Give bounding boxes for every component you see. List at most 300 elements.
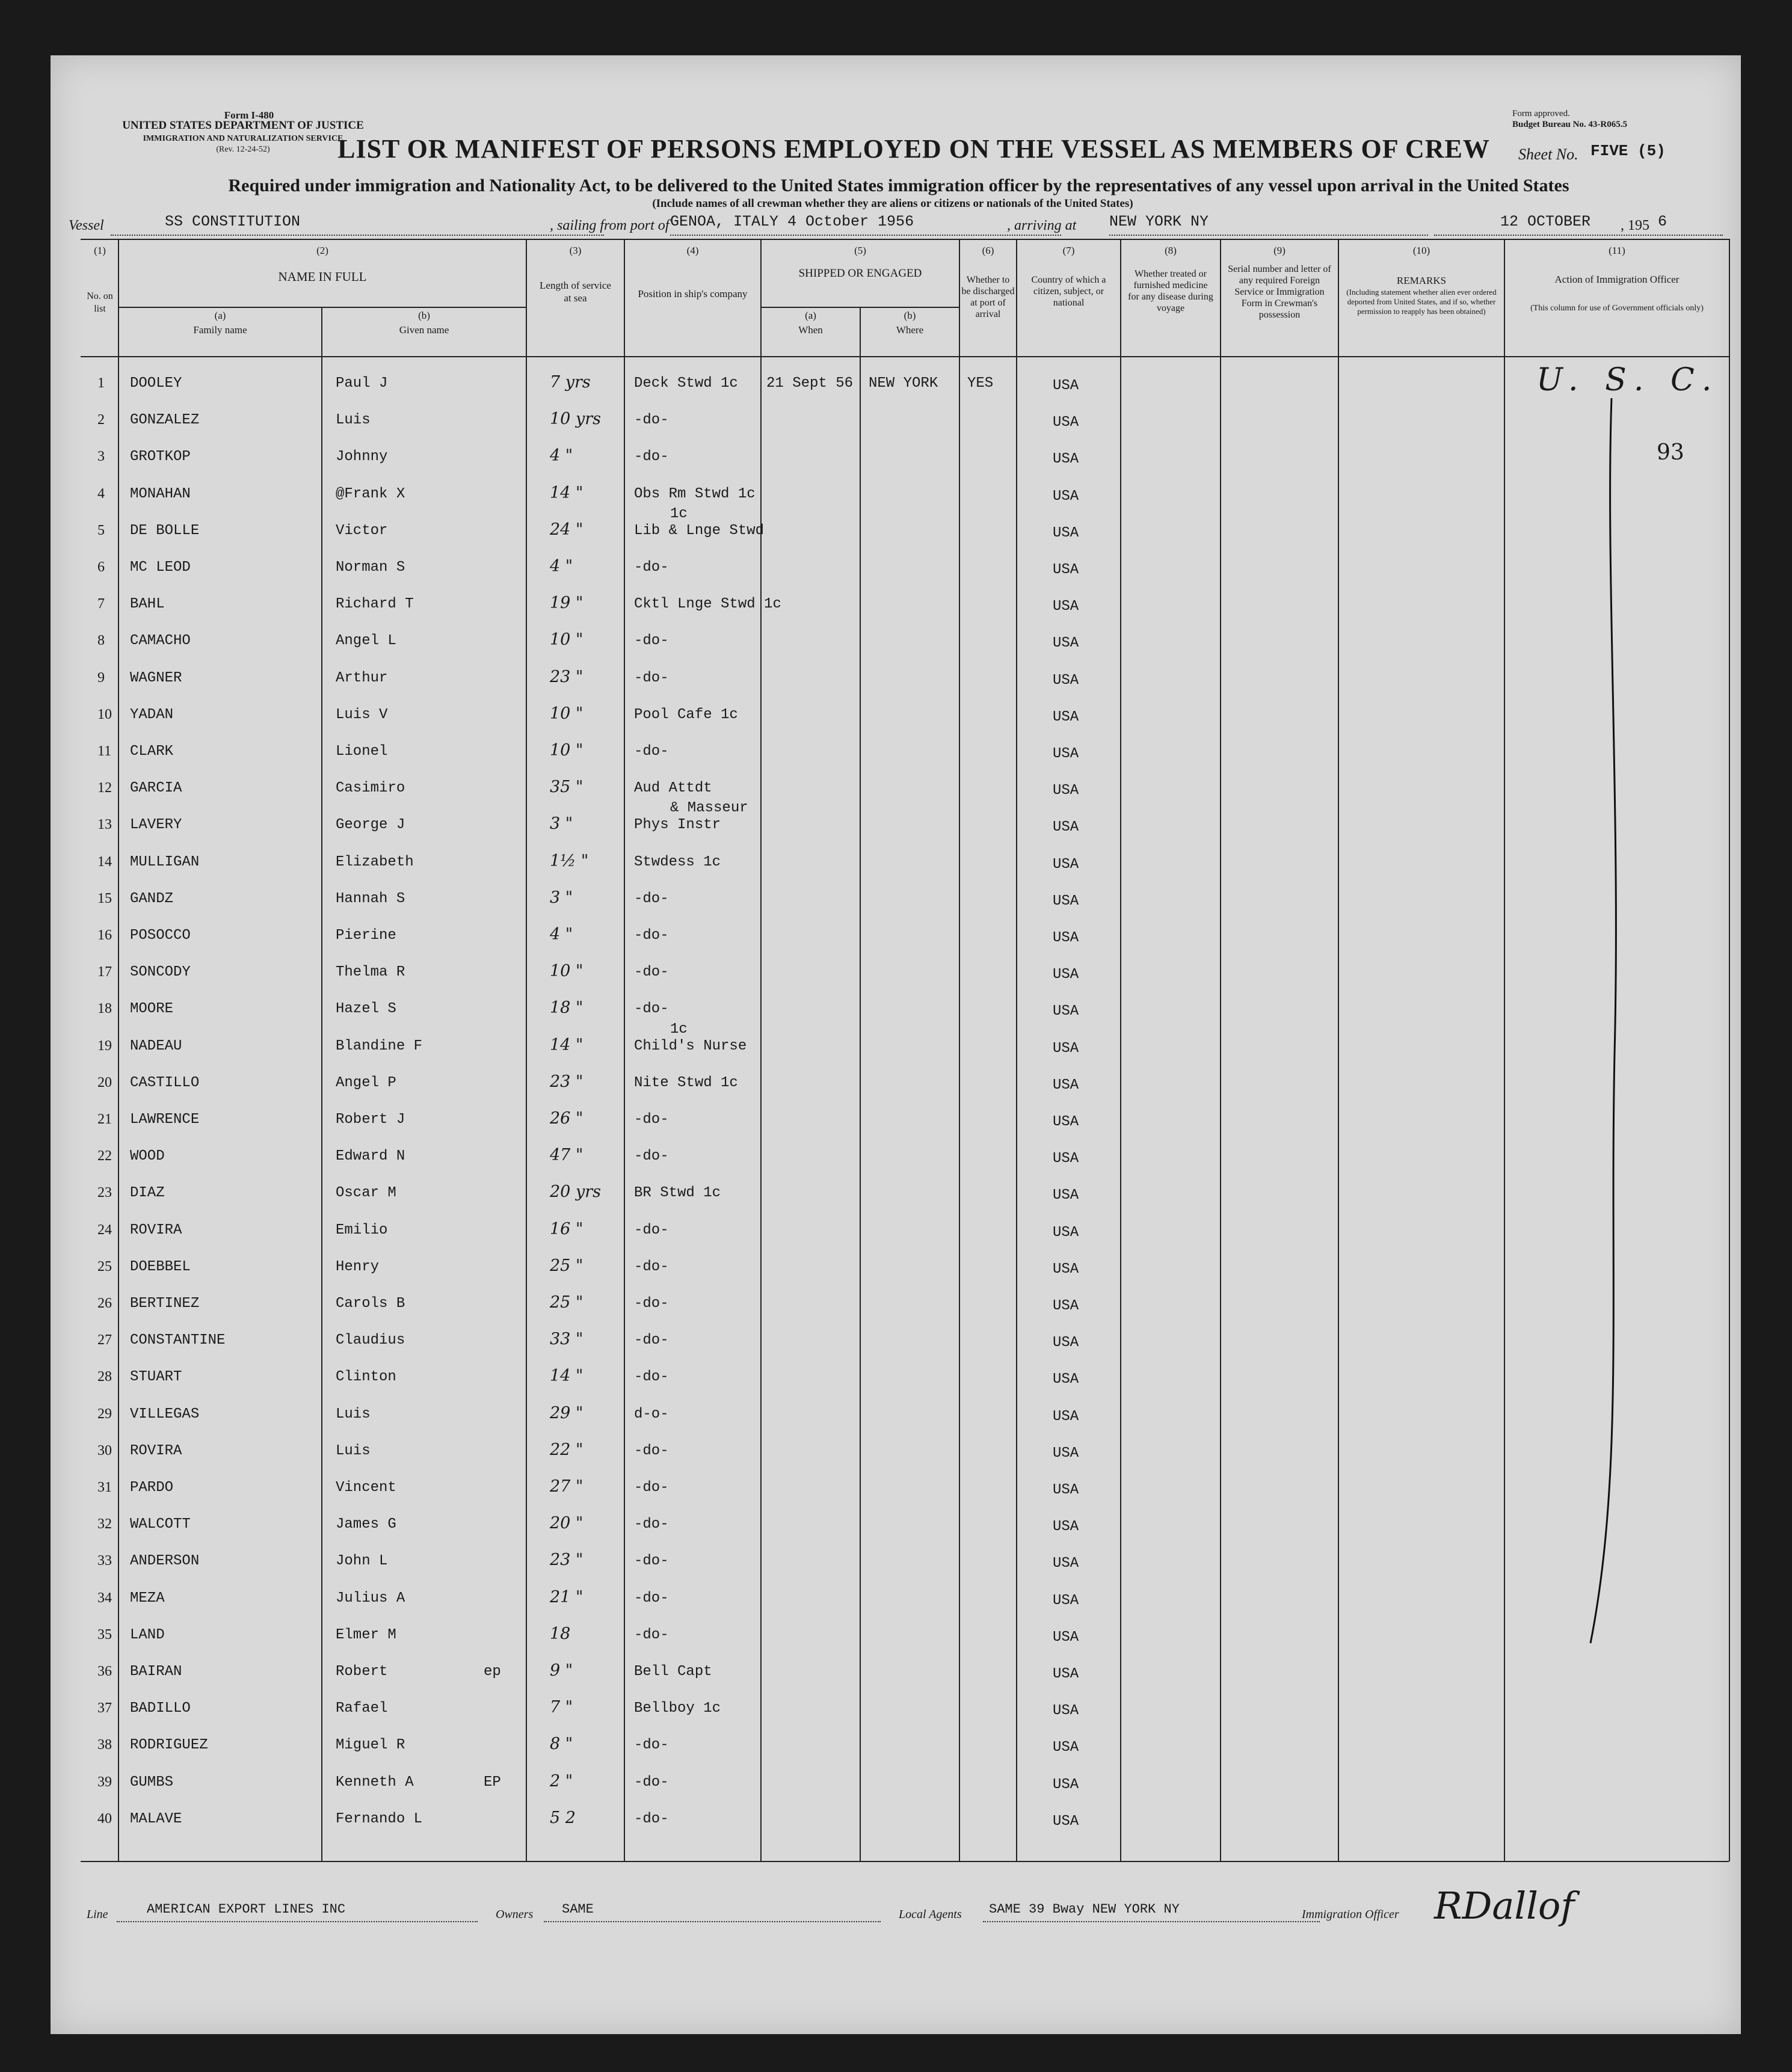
family-name: DOOLEY <box>130 375 182 392</box>
list-number: 35 <box>97 1626 112 1643</box>
arriving-dotline <box>1109 235 1428 236</box>
col2a-label: Family name <box>193 324 247 336</box>
service-length: 19 " <box>550 594 583 613</box>
year-suffix: 6 <box>1658 213 1667 230</box>
position: -do- <box>634 1296 669 1312</box>
col5-label: SHIPPED OR ENGAGED <box>798 267 922 280</box>
handwritten-entry-number: 320 <box>7 885 43 908</box>
handwritten-entry-number: 345 <box>7 1769 43 1791</box>
col2b-number: (b) <box>418 310 430 321</box>
list-number: 21 <box>97 1111 112 1127</box>
col5-number: (5) <box>854 245 866 256</box>
family-name: RODRIGUEZ <box>130 1737 208 1754</box>
family-name: ANDERSON <box>130 1553 200 1570</box>
col-rule <box>118 239 119 1861</box>
service-length: 18 <box>550 1624 571 1643</box>
position: -do- <box>634 449 669 466</box>
col11-label: Action of Immigration Officer <box>1554 274 1680 285</box>
handwritten-entry-number: 319 <box>7 849 43 871</box>
position: -do- <box>634 1516 669 1533</box>
country: USA <box>1053 1077 1079 1093</box>
col-rule <box>1338 239 1339 1861</box>
family-name: CAMACHO <box>130 633 191 650</box>
col10-sublabel: (Including statement whether alien ever ordered deported from United States, and if so, whether permission to reapply has been obtained) <box>1346 287 1497 316</box>
officer-label: Immigration Officer <box>1302 1908 1399 1921</box>
handwritten-entry-number: 323 <box>7 996 43 1018</box>
position: -do- <box>634 669 669 686</box>
list-number: 28 <box>97 1369 112 1385</box>
family-name: BADILLO <box>130 1700 191 1717</box>
country: USA <box>1053 1298 1079 1314</box>
revision-date: (Rev. 12-24-52) <box>216 145 270 154</box>
family-name: YADAN <box>130 706 174 723</box>
list-number: 27 <box>97 1332 112 1348</box>
col2a-number: (a) <box>214 310 226 321</box>
family-name: MEZA <box>130 1590 165 1606</box>
country: USA <box>1053 1703 1079 1720</box>
service-length: 29 " <box>550 1403 583 1422</box>
country: USA <box>1053 746 1079 762</box>
col7-number: (7) <box>1062 245 1075 256</box>
position-note: 1c <box>670 1021 688 1038</box>
col-rule <box>1504 239 1505 1861</box>
list-number: 33 <box>97 1553 112 1569</box>
country: USA <box>1053 1114 1079 1130</box>
col-rule <box>321 307 322 1861</box>
family-name: WOOD <box>130 1148 165 1165</box>
family-name: ROVIRA <box>130 1222 182 1238</box>
vessel-label: Vessel <box>69 218 104 233</box>
list-number: 37 <box>97 1700 112 1717</box>
country: USA <box>1053 1224 1079 1241</box>
family-name: BAHL <box>130 596 165 613</box>
list-number: 38 <box>97 1737 112 1753</box>
handwritten-entry-number: 346 <box>7 1806 43 1828</box>
given-name: Julius A <box>336 1590 405 1606</box>
given-name-note: ep <box>484 1664 501 1680</box>
country: USA <box>1053 1445 1079 1462</box>
col10-label: REMARKS <box>1396 275 1447 286</box>
given-name: Elizabeth <box>336 853 414 870</box>
handwritten-entry-number: 329 <box>7 1217 43 1239</box>
col8-number: (8) <box>1165 245 1177 256</box>
sheet-label: Sheet No. <box>1518 146 1578 163</box>
handwritten-entry-number: 325 <box>7 1069 43 1092</box>
given-name: @Frank X <box>336 485 405 502</box>
name-subrule <box>118 307 526 308</box>
col-rule <box>624 239 625 1861</box>
country: USA <box>1053 1555 1079 1572</box>
col9-number: (9) <box>1273 245 1285 256</box>
family-name: LAVERY <box>130 817 182 834</box>
handwritten-entry-number: 337 <box>7 1511 43 1534</box>
handwritten-entry-number: 341 <box>7 1659 43 1680</box>
col-rule <box>760 239 762 1861</box>
service-length: 23 " <box>550 1072 583 1091</box>
col-rule <box>1120 239 1121 1861</box>
service-length: 7 yrs <box>550 373 591 392</box>
list-number: 36 <box>97 1664 112 1679</box>
handwritten-entry-number: 312 <box>7 591 43 613</box>
position: -do- <box>634 890 669 907</box>
family-name: GUMBS <box>130 1774 174 1791</box>
col2-label: NAME IN FULL <box>278 269 367 284</box>
position: Stwdess 1c <box>634 853 721 870</box>
position: -do- <box>634 1626 669 1643</box>
owners-label: Owners <box>496 1908 534 1921</box>
given-name: Miguel R <box>336 1737 405 1754</box>
agency-name: IMMIGRATION AND NATURALIZATION SERVICE <box>143 134 343 143</box>
country: USA <box>1053 1813 1079 1830</box>
col4-label: Position in ship's company <box>638 288 748 300</box>
col5a-label: When <box>798 324 823 336</box>
handwritten-entry-number: 308 <box>7 444 43 466</box>
arriving-port: NEW YORK NY <box>1109 213 1209 230</box>
given-name: Angel P <box>336 1074 396 1091</box>
family-name: CLARK <box>130 743 174 760</box>
list-number: 4 <box>97 485 105 502</box>
handwritten-entry-number: 339 <box>7 1585 43 1607</box>
family-name: VILLEGAS <box>130 1406 200 1422</box>
service-length: 20 " <box>550 1514 583 1533</box>
country: USA <box>1053 488 1079 505</box>
given-name: Hannah S <box>336 890 405 907</box>
given-name: Henry <box>336 1258 380 1275</box>
col-rule <box>959 239 960 1861</box>
shipped-subrule <box>760 307 959 308</box>
list-number: 8 <box>97 633 105 649</box>
list-number: 25 <box>97 1258 112 1274</box>
sailing-label: , sailing from port of <box>550 218 670 233</box>
line-label: Line <box>87 1908 108 1921</box>
family-name: LAND <box>130 1626 165 1643</box>
col5a-number: (a) <box>805 310 816 321</box>
list-number: 13 <box>97 817 112 833</box>
service-length: 10 " <box>550 704 583 723</box>
given-name: Clinton <box>336 1369 396 1386</box>
family-name: MONAHAN <box>130 485 191 502</box>
given-name: Robert J <box>336 1111 405 1128</box>
position-note: & Masseur <box>670 800 748 817</box>
country: USA <box>1053 893 1079 909</box>
given-name: Vincent <box>336 1480 396 1496</box>
family-name: MULLIGAN <box>130 853 200 870</box>
country: USA <box>1053 1592 1079 1609</box>
service-length: 10 yrs <box>550 410 601 429</box>
list-number: 20 <box>97 1074 112 1090</box>
position: -do- <box>634 1332 669 1349</box>
family-name: GROTKOP <box>130 449 191 466</box>
table-top-rule <box>81 239 1729 240</box>
country: USA <box>1053 930 1079 946</box>
col11-number: (11) <box>1609 245 1625 256</box>
handwritten-entry-number: 328 <box>7 1180 43 1202</box>
service-length: 20 yrs <box>550 1182 601 1202</box>
handwritten-entry-number: 344 <box>7 1732 43 1754</box>
handwritten-entry-number: 321 <box>7 923 43 944</box>
country: USA <box>1053 451 1079 468</box>
position: -do- <box>634 1553 669 1570</box>
family-name: BAIRAN <box>130 1664 182 1680</box>
country: USA <box>1053 1151 1079 1167</box>
country: USA <box>1053 1371 1079 1388</box>
country: USA <box>1053 378 1079 394</box>
given-name: Luis V <box>336 706 388 723</box>
position: Deck Stwd 1c <box>634 375 738 392</box>
position: d-o- <box>634 1406 669 1422</box>
family-name: POSOCCO <box>130 927 191 944</box>
list-number: 23 <box>97 1185 112 1201</box>
position: -do- <box>634 1222 669 1238</box>
position: Cktl Lnge Stwd 1c <box>634 596 781 613</box>
given-name: Norman S <box>336 559 405 576</box>
position: Aud Attdt <box>634 780 712 797</box>
position: -do- <box>634 1148 669 1165</box>
country: USA <box>1053 819 1079 836</box>
family-name: DOEBBEL <box>130 1258 191 1275</box>
handwritten-entry-number: 307 <box>7 407 43 429</box>
country: USA <box>1053 1335 1079 1351</box>
list-number: 9 <box>97 669 105 686</box>
col2-number: (2) <box>316 245 328 256</box>
list-number: 39 <box>97 1774 112 1790</box>
position: -do- <box>634 633 669 650</box>
col3-number: (3) <box>569 245 582 256</box>
manifest-page <box>7 55 1741 2034</box>
required-statement: Required under immigration and Nationality Act, to be delivered to the United States immigration officer by the representatives of any vessel upon arrival in the United States <box>228 176 1569 195</box>
given-name: Blandine F <box>336 1038 423 1054</box>
list-number: 29 <box>97 1406 112 1422</box>
list-number: 22 <box>97 1148 112 1164</box>
service-length: 21 " <box>550 1587 583 1606</box>
given-name: Pierine <box>336 927 396 944</box>
handwritten-entry-number: 333 <box>7 1364 43 1386</box>
list-number: 19 <box>97 1038 112 1054</box>
position: Obs Rm Stwd 1c <box>634 485 756 502</box>
country: USA <box>1053 1003 1079 1020</box>
agents-dotline <box>983 1921 1320 1922</box>
service-length: 3 " <box>550 888 573 907</box>
given-name: Elmer M <box>336 1626 396 1643</box>
arrival-date: 12 OCTOBER <box>1500 213 1591 230</box>
list-number: 2 <box>97 412 105 428</box>
list-number: 3 <box>97 449 105 465</box>
country: USA <box>1053 414 1079 431</box>
given-name: Kenneth A <box>336 1774 414 1791</box>
service-length: 4 " <box>550 446 573 466</box>
country: USA <box>1053 709 1079 725</box>
handwritten-entry-number: 331 <box>7 1291 43 1312</box>
arriving-label: , arriving at <box>1007 218 1077 233</box>
owners-value: SAME <box>562 1902 594 1917</box>
handwritten-entry-number: 306 <box>7 370 43 392</box>
col11-sublabel: (This column for use of Government officials only) <box>1530 304 1704 313</box>
country: USA <box>1053 782 1079 799</box>
col-rule <box>1220 239 1221 1861</box>
given-name: Paul J <box>336 375 388 392</box>
page-title: LIST OR MANIFEST OF PERSONS EMPLOYED ON THE VESSEL AS MEMBERS OF CREW <box>337 134 1490 164</box>
handwritten-entry-number: 336 <box>7 1475 43 1496</box>
service-length: 3 " <box>550 814 573 834</box>
list-number: 26 <box>97 1296 112 1311</box>
given-name: George J <box>336 817 405 834</box>
given-name: Luis <box>336 1406 371 1422</box>
country: USA <box>1053 1040 1079 1057</box>
service-length: 4 " <box>550 925 573 944</box>
handwritten-entry-number: 338 <box>7 1548 43 1570</box>
col-rule <box>526 239 527 1861</box>
given-name: Angel L <box>336 633 396 650</box>
col7-label: Country of which a citizen, subject, or national <box>1031 275 1106 308</box>
given-name: Casimiro <box>336 780 405 797</box>
given-name: Hazel S <box>336 1001 396 1018</box>
col8-label: Whether treated or furnished medicine for any disease during voyage <box>1128 269 1213 313</box>
agents-value: SAME 39 Bway NEW YORK NY <box>989 1902 1180 1917</box>
position: -do- <box>634 1810 669 1827</box>
date-dotline <box>1434 235 1723 236</box>
sailing-port: GENOA, ITALY 4 October 1956 <box>670 213 914 230</box>
list-number: 7 <box>97 596 105 612</box>
handwritten-entry-number: 342 <box>7 1695 43 1718</box>
family-name: LAWRENCE <box>130 1111 200 1128</box>
position: -do- <box>634 1111 669 1128</box>
position: Pool Cafe 1c <box>634 706 738 723</box>
given-name: Robert <box>336 1664 388 1680</box>
handwritten-entry-number: 316 <box>7 739 43 760</box>
col3-label: Length of service at sea <box>540 280 611 304</box>
family-name: DE BOLLE <box>130 522 200 539</box>
country: USA <box>1053 1261 1079 1277</box>
list-number: 12 <box>97 780 112 796</box>
shipped-where: NEW YORK <box>869 375 938 392</box>
col-rule <box>860 307 861 1861</box>
handwritten-entry-number: 327 <box>7 1143 43 1166</box>
service-length: 22 " <box>550 1440 583 1459</box>
col4-number: (4) <box>686 245 699 256</box>
form-approved-note: Form approved. <box>1512 109 1570 118</box>
list-number: 24 <box>97 1222 112 1238</box>
given-name-note: EP <box>484 1774 501 1791</box>
given-name: Oscar M <box>336 1185 396 1202</box>
service-length: 26 " <box>550 1109 583 1128</box>
budget-bureau-note: Budget Bureau No. 43-R065.5 <box>1512 120 1627 129</box>
service-length: 2 " <box>550 1771 573 1791</box>
handwritten-entry-number: 318 <box>7 812 43 834</box>
usc-annotation: U. S. C. <box>1536 362 1720 398</box>
country: USA <box>1053 562 1079 578</box>
service-length: 14 " <box>550 483 583 502</box>
col1-label: No. on list <box>87 291 113 314</box>
given-name: Fernando L <box>336 1810 423 1827</box>
number-93-annotation: 93 <box>1657 440 1684 465</box>
position: -do- <box>634 1590 669 1606</box>
list-number: 1 <box>97 375 105 391</box>
position-note: 1c <box>670 505 688 522</box>
handwritten-entry-number: 311 <box>7 555 43 576</box>
family-name: MOORE <box>130 1001 174 1018</box>
form-id: Form I-480 <box>224 109 274 121</box>
position: -do- <box>634 743 669 760</box>
service-length: 10 " <box>550 741 583 760</box>
position: Phys Instr <box>634 817 721 834</box>
handwritten-entry-number: 313 <box>7 628 43 650</box>
service-length: 5 2 <box>550 1808 576 1827</box>
handwritten-entry-number: 317 <box>7 775 43 798</box>
list-number: 17 <box>97 964 112 980</box>
family-name: PARDO <box>130 1480 174 1496</box>
position: -do- <box>634 964 669 981</box>
service-length: 27 " <box>550 1477 583 1496</box>
line-dotline <box>117 1921 478 1922</box>
family-name: WALCOTT <box>130 1516 191 1533</box>
country: USA <box>1053 1739 1079 1756</box>
department-name: UNITED STATES DEPARTMENT OF JUSTICE <box>122 119 364 132</box>
service-length: 23 " <box>550 1551 583 1570</box>
table-bottom-rule <box>81 1861 1729 1862</box>
service-length: 24 " <box>550 520 583 539</box>
col6-label: Whether to be discharged at port of arrival <box>961 275 1015 319</box>
handwritten-entry-number: 322 <box>7 959 43 982</box>
sailing-dotline <box>670 235 1061 236</box>
position: -do- <box>634 1258 669 1275</box>
shipped-when: 21 Sept 56 <box>766 375 854 392</box>
officer-signature: RDallof <box>1434 1884 1575 1928</box>
given-name: Luis <box>336 1442 371 1459</box>
country: USA <box>1053 967 1079 983</box>
family-name: ROVIRA <box>130 1442 182 1459</box>
col1-number: (1) <box>94 245 106 256</box>
col-rule <box>1016 239 1017 1861</box>
list-number: 34 <box>97 1590 112 1606</box>
position: -do- <box>634 927 669 944</box>
year-prefix: , 195 <box>1621 218 1649 233</box>
position: -do- <box>634 1480 669 1496</box>
service-length: 14 " <box>550 1366 583 1386</box>
service-length: 16 " <box>550 1219 583 1238</box>
country: USA <box>1053 598 1079 615</box>
service-length: 9 " <box>550 1661 573 1680</box>
given-name: Johnny <box>336 449 388 466</box>
list-number: 40 <box>97 1810 112 1827</box>
list-number: 6 <box>97 559 105 575</box>
list-number: 18 <box>97 1001 112 1017</box>
family-name: MALAVE <box>130 1810 182 1827</box>
service-length: 8 " <box>550 1735 573 1754</box>
position: Bell Capt <box>634 1664 712 1680</box>
given-name: Lionel <box>336 743 388 760</box>
service-length: 10 " <box>550 962 583 981</box>
handwritten-entry-number: 310 <box>7 517 43 540</box>
country: USA <box>1053 1519 1079 1536</box>
handwritten-entry-number: 340 <box>7 1622 43 1644</box>
given-name: John L <box>336 1553 388 1570</box>
handwritten-entry-number: 334 <box>7 1401 43 1423</box>
list-number: 32 <box>97 1516 112 1532</box>
list-number: 15 <box>97 890 112 906</box>
given-name: Arthur <box>336 669 388 686</box>
given-name: Thelma R <box>336 964 405 981</box>
list-number: 30 <box>97 1442 112 1459</box>
family-name: BERTINEZ <box>130 1296 200 1312</box>
list-number: 31 <box>97 1480 112 1495</box>
list-number: 11 <box>97 743 112 759</box>
country: USA <box>1053 672 1079 689</box>
country: USA <box>1053 524 1079 541</box>
country: USA <box>1053 635 1079 652</box>
service-length: 14 " <box>550 1035 583 1054</box>
discharged: YES <box>967 375 994 392</box>
position: -do- <box>634 1737 669 1754</box>
